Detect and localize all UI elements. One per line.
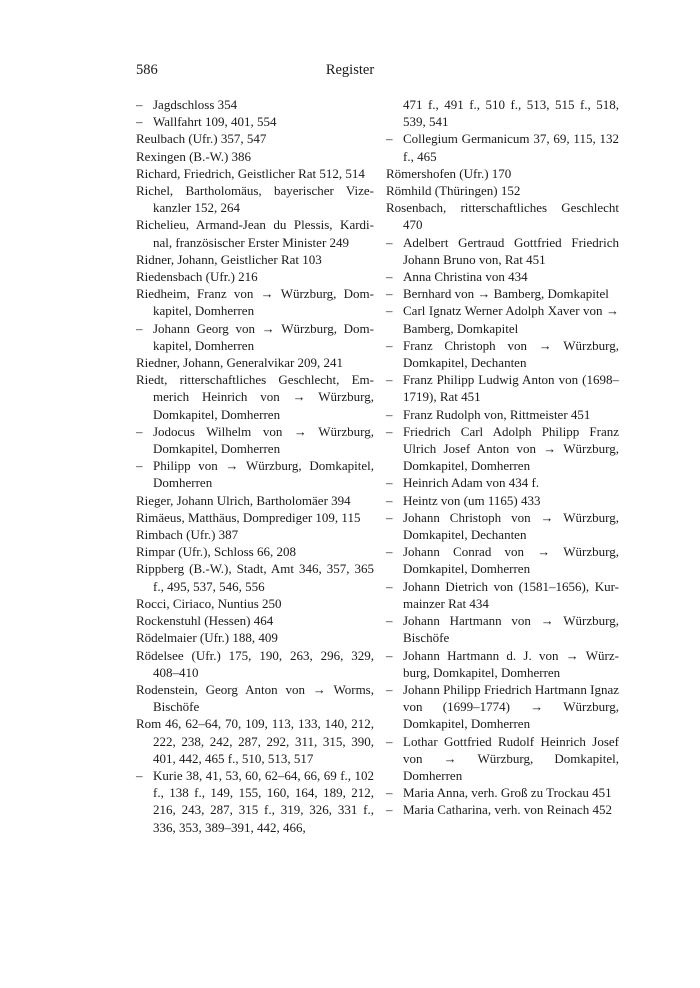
- index-entry: [386, 199, 619, 233]
- entry-text: Adelbert Gertraud Gottfried Friedrich Johann Bruno von, Rat 451: [403, 234, 619, 267]
- index-subentry: [386, 234, 619, 268]
- index-subentry: [386, 337, 619, 371]
- subentry-dash: –: [386, 509, 393, 525]
- subentry-dash: –: [386, 286, 393, 302]
- index-subentry: [386, 509, 619, 543]
- index-entry: [136, 268, 374, 285]
- index-entry: [136, 595, 374, 612]
- index-subentry: [386, 268, 619, 285]
- entry-text: Riedner, Johann, Generalvikar 209, 241: [136, 355, 344, 371]
- subentry-dash: –: [136, 767, 143, 783]
- subentry-dash: –: [386, 234, 393, 250]
- entry-text: Reulbach (Ufr.) 357, 547: [136, 131, 267, 147]
- entry-text: Rimbach (Ufr.) 387: [136, 527, 239, 543]
- subentry-dash: –: [386, 492, 393, 508]
- entry-text: Carl Ignatz Werner Adolph Xaver von → Bamberg, Domkapitel: [403, 303, 619, 336]
- subentry-dash: –: [386, 785, 393, 801]
- subentry-dash: –: [386, 578, 393, 594]
- index-subentry: [386, 784, 619, 801]
- entry-text: Richelieu, Armand-Jean du Plessis, Kardi-nal, französischer Erster Minister 249: [136, 217, 374, 250]
- entry-text: Anna Christina von 434: [403, 269, 528, 285]
- index-entry: [136, 251, 374, 268]
- index-entry: [386, 165, 619, 182]
- entry-text: Rockenstuhl (Hessen) 464: [136, 613, 274, 629]
- subentry-dash: –: [386, 131, 393, 147]
- entry-text: Collegium Germanicum 37, 69, 115, 132 f., 465: [403, 131, 619, 164]
- index-subentry: [386, 130, 619, 164]
- subentry-dash: –: [386, 406, 393, 422]
- subentry-dash: –: [386, 681, 393, 697]
- index-subentry: [386, 612, 619, 646]
- index-subentry: [386, 578, 619, 612]
- entry-text: Rippberg (B.-W.), Stadt, Amt 346, 357, 365 f., 495, 537, 546, 556: [136, 561, 374, 594]
- entry-text: Rödelsee (Ufr.) 175, 190, 263, 296, 329, 408–410: [136, 647, 374, 680]
- entry-text: Heinrich Adam von 434 f.: [403, 475, 540, 491]
- entry-text: Philipp von → Würzburg, Domkapitel, Domherren: [153, 458, 374, 491]
- entry-text: Johann Hartmann von → Würzburg, Bischöfe: [403, 613, 619, 646]
- entry-text: Franz Christoph von → Würzburg, Domkapitel, Dechanten: [403, 337, 619, 371]
- subentry-dash: –: [136, 423, 143, 439]
- entry-text: Johann Hartmann d. J. von → Würz-burg, Domkapitel, Domherren: [403, 647, 619, 680]
- entry-text: Rexingen (B.-W.) 386: [136, 148, 252, 164]
- entry-text: Rieger, Johann Ulrich, Bartholomäer 394: [136, 492, 351, 508]
- index-entry: [136, 612, 374, 629]
- entry-text: Johann Dietrich von (1581–1656), Kur-mainzer Rat 434: [403, 578, 619, 611]
- index-entry: [136, 165, 374, 182]
- entry-text: Johann Christoph von → Würzburg, Domkapitel, Dechanten: [403, 509, 619, 543]
- subentry-dash: –: [386, 544, 393, 560]
- entry-text: Römhild (Thüringen) 152: [386, 183, 521, 199]
- index-subentry: [136, 113, 374, 130]
- subentry-dash: –: [386, 423, 393, 439]
- entry-text: Wallfahrt 109, 401, 554: [153, 114, 277, 130]
- index-entry: [136, 285, 374, 319]
- index-subentry: [386, 647, 619, 681]
- index-entry: [136, 681, 374, 715]
- entry-text: Richel, Bartholomäus, bayerischer Vize-kanzler 152, 264: [136, 183, 374, 216]
- entry-text: Rodenstein, Georg Anton von → Worms, Bischöfe: [136, 681, 374, 715]
- index-entry: [136, 526, 374, 543]
- entry-text: Bernhard von → Bamberg, Domkapitel: [403, 286, 609, 302]
- entry-text: Maria Catharina, verh. von Reinach 452: [403, 802, 613, 818]
- running-head: Register: [325, 62, 375, 78]
- subentry-dash: –: [136, 97, 143, 112]
- entry-text: Rosenbach, ritterschaftliches Geschlecht 470: [386, 200, 619, 233]
- subentry-dash: –: [136, 114, 143, 130]
- entry-text: Friedrich Carl Adolph Philipp Franz Ulrich Josef Anton von → Würzburg, Domkapitel, Domherren: [403, 423, 619, 474]
- entry-text: Riedt, ritterschaftliches Geschlecht, Em-merich Heinrich von → Würzburg, Domkapitel, Domherren: [136, 372, 374, 422]
- index-subentry: [136, 767, 374, 836]
- entry-text: Heintz von (um 1165) 433: [403, 492, 541, 508]
- index-entry: [136, 647, 374, 681]
- entry-text: Maria Anna, verh. Groß zu Trockau 451: [403, 785, 612, 801]
- index-subentry: [386, 406, 619, 423]
- subentry-dash: –: [136, 458, 143, 474]
- index-entry: [386, 96, 619, 130]
- entry-text: Kurie 38, 41, 53, 60, 62–64, 66, 69 f., 102 f., 138 f., 149, 155, 160, 164, 189, 212, 216, 243, 287, 315 f., 319, 326, 331 f., 336, 353, 389–391, 442, 466,: [153, 767, 374, 835]
- entry-text: Rocci, Ciriaco, Nuntius 250: [136, 595, 282, 611]
- index-subentry: [386, 302, 619, 336]
- index-entry: [136, 182, 374, 216]
- entry-text: Johann Conrad von → Würzburg, Domkapitel, Domherren: [403, 544, 619, 577]
- entry-text: 471 f., 491 f., 510 f., 513, 515 f., 518, 539, 541: [403, 97, 619, 130]
- index-entry: [136, 354, 374, 371]
- entry-text: Richard, Friedrich, Geistlicher Rat 512, 514: [136, 165, 365, 181]
- index-subentry: [136, 96, 374, 113]
- index-subentry: [136, 423, 374, 457]
- index-subentry: [386, 681, 619, 733]
- index-column-left: [136, 96, 374, 836]
- index-subentry: [136, 320, 374, 354]
- index-entry: [136, 560, 374, 594]
- index-subentry: [386, 801, 619, 818]
- index-entry: [136, 130, 374, 147]
- entry-text: Johann Georg von → Würzburg, Dom-kapitel, Domherren: [153, 320, 374, 353]
- subentry-dash: –: [386, 475, 393, 491]
- index-entry: [136, 629, 374, 646]
- entry-text: Ridner, Johann, Geistlicher Rat 103: [136, 251, 322, 267]
- index-entry: [136, 371, 374, 423]
- index-subentry: [386, 371, 619, 405]
- subentry-dash: –: [386, 269, 393, 285]
- index-entry: [136, 715, 374, 767]
- index-subentry: [386, 543, 619, 577]
- subentry-dash: –: [386, 372, 393, 388]
- entry-text: Johann Philipp Friedrich Hartmann Ignaz von (1699–1774) → Würzburg, Domkapitel, Domherren: [403, 681, 619, 732]
- index-entry: [136, 216, 374, 250]
- index-subentry: [386, 285, 619, 302]
- entry-text: Jagdschloss 354: [153, 97, 238, 112]
- index-entry: [136, 492, 374, 509]
- index-subentry: [136, 457, 374, 491]
- index-entry: [136, 148, 374, 165]
- entry-text: Franz Rudolph von, Rittmeister 451: [403, 406, 591, 422]
- index-entry: [136, 543, 374, 560]
- index-subentry: [386, 733, 619, 785]
- entry-text: Rödelmaier (Ufr.) 188, 409: [136, 630, 278, 646]
- subentry-dash: –: [386, 647, 393, 663]
- index-entry: [136, 509, 374, 526]
- subentry-dash: –: [386, 733, 393, 749]
- entry-text: Franz Philipp Ludwig Anton von (1698–1719), Rat 451: [403, 372, 619, 405]
- entry-text: Rimäeus, Matthäus, Domprediger 109, 115: [136, 509, 361, 525]
- page-number: 586: [136, 62, 158, 78]
- index-subentry: [386, 492, 619, 509]
- subentry-dash: –: [386, 303, 393, 319]
- index-subentry: [386, 423, 619, 475]
- entry-text: Lothar Gottfried Rudolf Heinrich Josef von → Würzburg, Domkapitel, Domherren: [403, 733, 619, 783]
- subentry-dash: –: [386, 337, 393, 353]
- index-entry: [386, 182, 619, 199]
- subentry-dash: –: [136, 320, 143, 336]
- entry-text: Römershofen (Ufr.) 170: [386, 165, 512, 181]
- entry-text: Riedensbach (Ufr.) 216: [136, 269, 258, 285]
- entry-text: Rom 46, 62–64, 70, 109, 113, 133, 140, 212, 222, 238, 242, 287, 292, 311, 315, 390, 401, 442, 465 f., 510, 513, 517: [136, 716, 374, 766]
- entry-text: Rimpar (Ufr.), Schloss 66, 208: [136, 544, 296, 560]
- subentry-dash: –: [386, 613, 393, 629]
- subentry-dash: –: [386, 802, 393, 818]
- index-subentry: [386, 474, 619, 491]
- entry-text: Riedheim, Franz von → Würzburg, Dom-kapitel, Domherren: [136, 286, 374, 319]
- index-column-right: [386, 96, 619, 819]
- entry-text: Jodocus Wilhelm von → Würzburg, Domkapitel, Domherren: [153, 423, 374, 457]
